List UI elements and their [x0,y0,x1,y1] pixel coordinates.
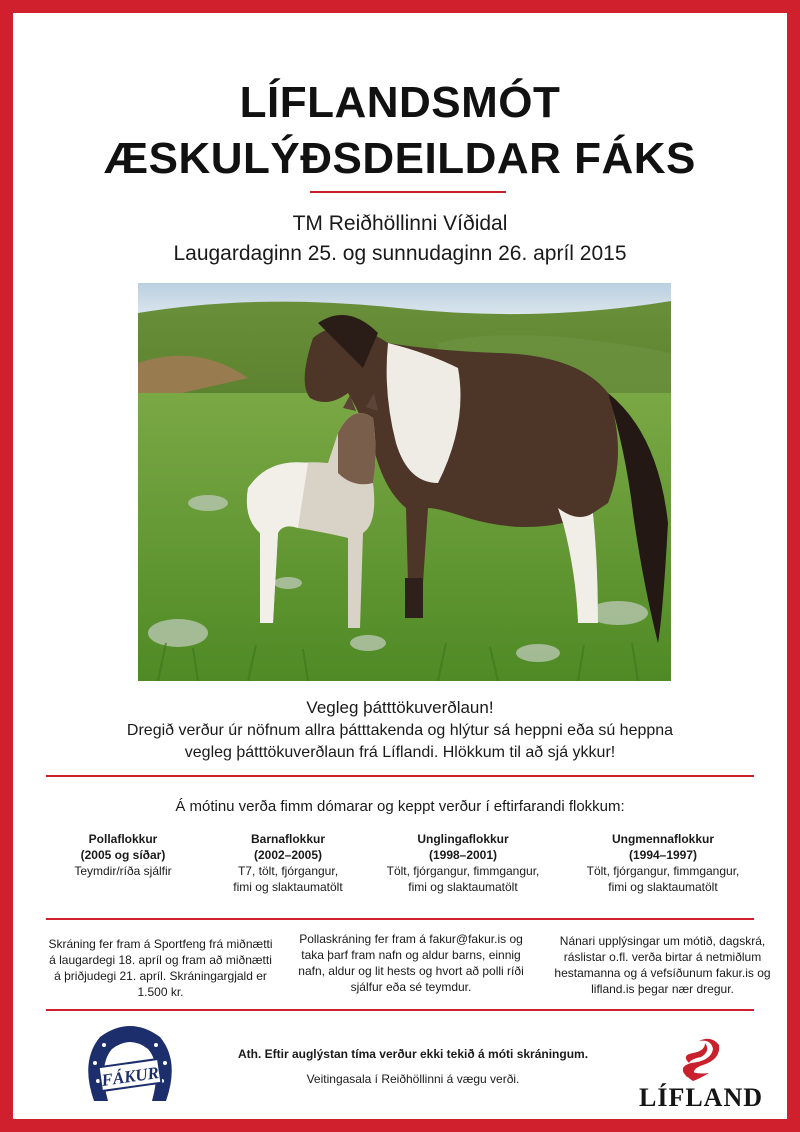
title-line-1: LÍFLANDSMÓT [239,78,561,127]
class-ungmennaflokkur [578,831,748,895]
event-dates: Laugardaginn 25. og sunnudaginn 26. apríl 2015 [173,242,627,265]
class-name: Unglingaflokkur [417,832,509,846]
class-detail: fimi og slaktaumatölt [408,880,518,894]
class-unglingaflokkur [378,831,548,895]
lifland-logo [625,1033,777,1119]
divider-1 [46,775,754,777]
class-detail: fimi og slaktaumatölt [608,880,718,894]
more-info: Nánari upplýsingar um mótið, dagskrá, ráslistar o.fl. verða birtar á netmiðlum hestamanna og á vefsíðunum fakur.is og lifland.is þegar nær dregur. [554,934,771,996]
prize-text: Dregið verður úr nöfnum allra þátttakenda og hlýtur sá heppni eða sú heppna vegleg þátttökuverðlaun frá Líflandi. Hlökkum til að sjá ykkur! [126,722,674,761]
horses-photo [138,283,671,681]
class-years: (1994–1997) [628,848,698,862]
title-line-2: ÆSKULÝÐSDEILDAR FÁKS [104,134,696,183]
class-detail: Teymdir/ríða sjálfir [74,864,172,878]
classes-list [13,831,787,911]
class-years: (2005 og síðar) [80,848,166,862]
prize-heading: Vegleg þátttökuverðlaun! [306,698,494,717]
class-detail: Tölt, fjórgangur, fimmgangur, [586,864,740,878]
class-name: Pollaflokkur [88,832,158,846]
registration-info: Skráning fer fram á Sportfeng frá miðnætti á laugardegi 18. apríl og fram að miðnætti á þriðjudegi 21. apríl. Skráningargjald er 1.500 kr. [48,937,273,999]
class-name: Barnaflokkur [250,832,326,846]
horses-illustration [138,283,671,681]
class-detail: Tölt, fjórgangur, fimmgangur, [386,864,540,878]
classes-intro: Á mótinu verða fimm dómarar og keppt verður í eftirfarandi flokkum: [175,798,625,815]
deadline-notice: Ath. Eftir auglýstan tíma verður ekki tekið á móti skráningum. [237,1047,589,1061]
lifland-logo-text: LÍFLAND [638,1083,763,1112]
catering-notice: Veitingasala í Reiðhöllinni á vægu verði. [306,1072,520,1086]
class-detail: fimi og slaktaumatölt [233,880,343,894]
event-venue: TM Reiðhöllinni Víðidal [292,212,508,235]
horseshoe-icon [80,1021,180,1107]
event-title [13,75,787,187]
class-pollaflokkur [58,831,188,879]
fakur-logo-text: FÁKUR [100,1063,161,1090]
lifland-swirl-icon [625,1033,777,1083]
class-barnaflokkur [213,831,363,895]
class-years: (2002–2005) [253,848,323,862]
title-divider [310,191,506,193]
class-detail: T7, tölt, fjórgangur, [237,864,339,878]
divider-3 [46,1009,754,1011]
fakur-logo [80,1021,180,1107]
class-years: (1998–2001) [428,848,498,862]
polla-registration-info: Pollaskráning fer fram á fakur@fakur.is og taka þarf fram nafn og aldur barns, einnig nafn, aldur og lit hests og hvort að polli ríði sjálfur eða sé teymdur. [298,932,524,994]
class-name: Ungmennaflokkur [611,832,714,846]
divider-2 [46,918,754,920]
